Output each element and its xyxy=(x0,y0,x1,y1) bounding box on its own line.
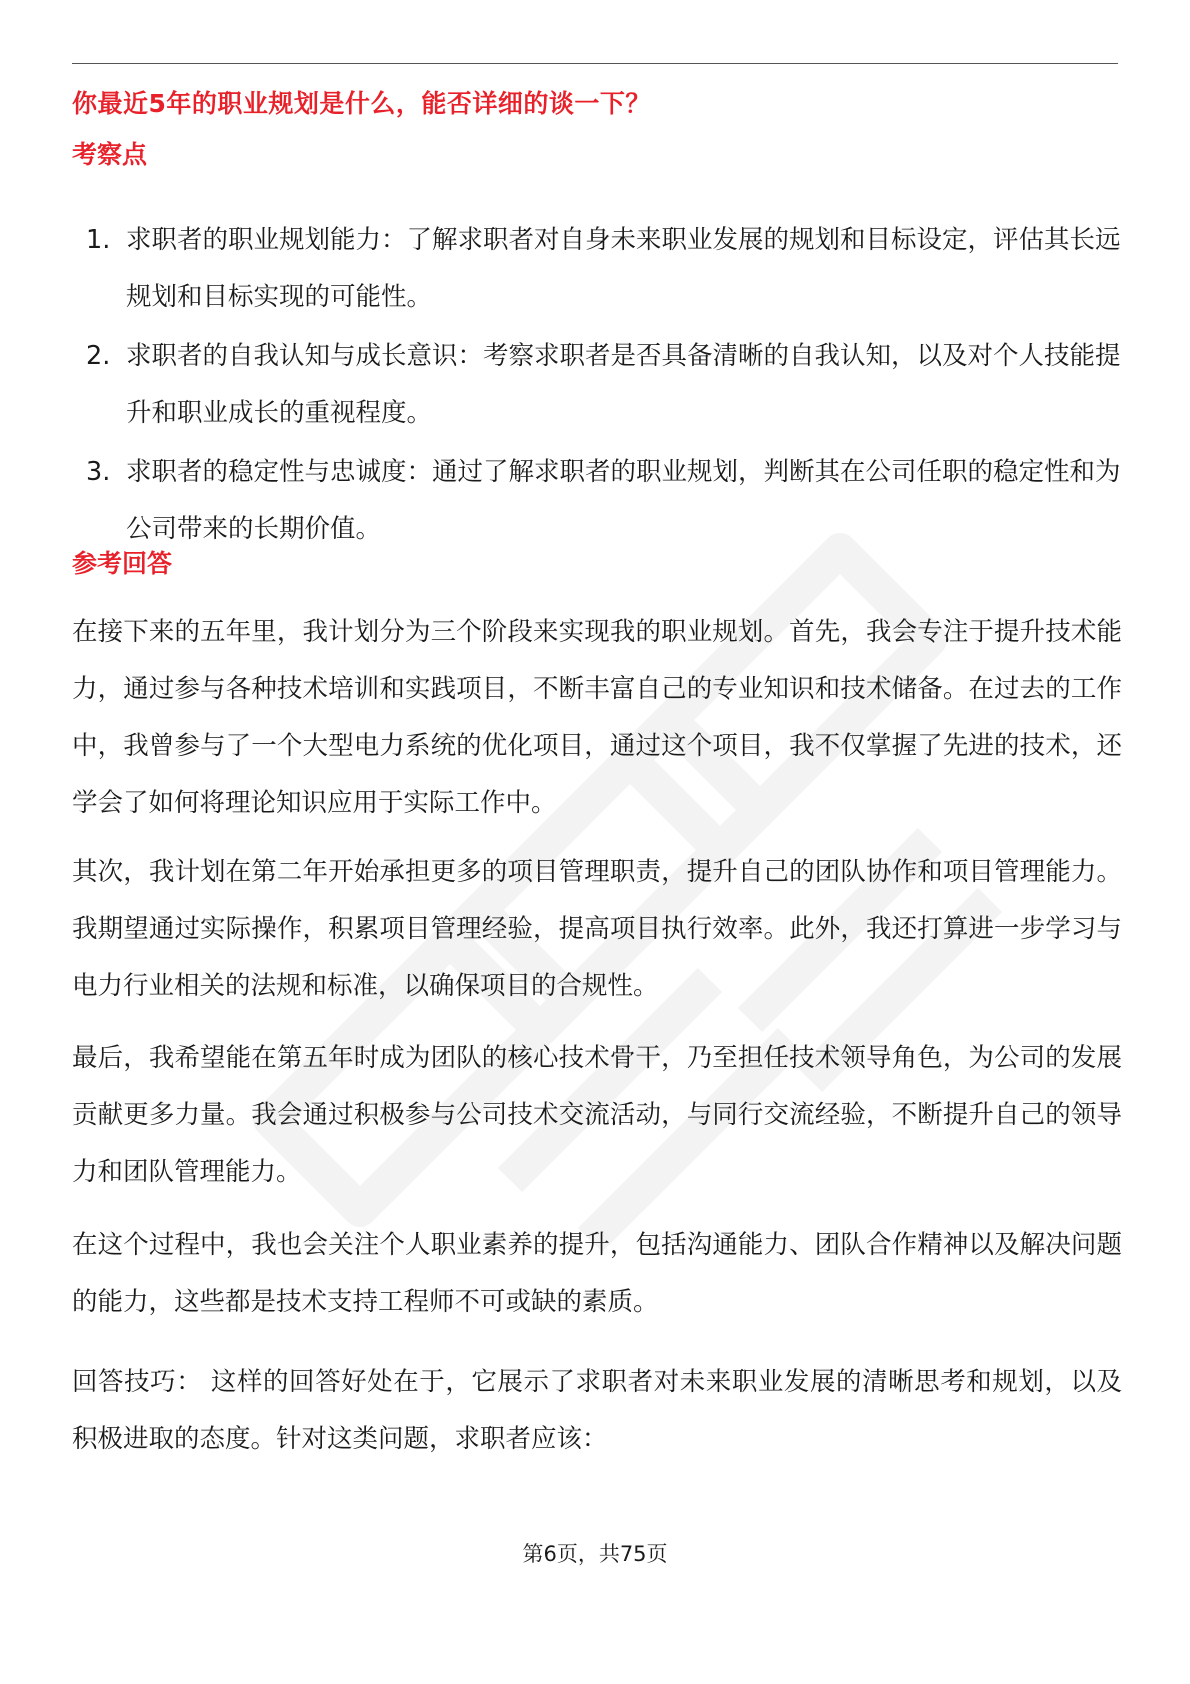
top-divider xyxy=(72,63,1118,64)
answer-paragraph: 在这个过程中，我也会关注个人职业素养的提升，包括沟通能力、团队合作精神以及解决问题的能力，这些都是技术支持工程师不可或缺的素质。 xyxy=(72,1230,1122,1317)
list-item xyxy=(72,444,1122,558)
list-number: 2. xyxy=(86,341,111,371)
list-item xyxy=(72,328,1122,442)
list-item-text: 求职者的稳定性与忠诚度：通过了解求职者的职业规划，判断其在公司任职的稳定性和为公司带来的长期价值。 xyxy=(126,457,1121,544)
list-number: 1. xyxy=(86,225,111,255)
question-heading: 你最近5年的职业规划是什么，能否详细的谈一下？ xyxy=(72,89,651,118)
answer-paragraph: 最后，我希望能在第五年时成为团队的核心技术骨干，乃至担任技术领导角色，为公司的发展贡献更多力量。我会通过积极参与公司技术交流活动，与同行交流经验，不断提升自己的领导力和团队管理能力。 xyxy=(72,1043,1122,1187)
page-footer: 第6页，共75页 xyxy=(522,1542,668,1566)
inspection-points-list xyxy=(72,212,1122,560)
list-number: 3. xyxy=(86,457,111,487)
answer-paragraph: 在接下来的五年里，我计划分为三个阶段来实现我的职业规划。首先，我会专注于提升技术能力，通过参与各种技术培训和实践项目，不断丰富自己的专业知识和技术储备。在过去的工作中，我曾参与了一个大型电力系统的优化项目，通过这个项目，我不仅掌握了先进的技术，还学会了如何将理论知识应用于实际工作中。 xyxy=(72,617,1122,818)
list-item xyxy=(72,212,1122,326)
list-item-text: 求职者的职业规划能力：了解求职者对自身未来职业发展的规划和目标设定，评估其长远规划和目标实现的可能性。 xyxy=(126,225,1121,312)
inspection-points-title: 考察点 xyxy=(72,140,148,169)
list-item-text: 求职者的自我认知与成长意识：考察求职者是否具备清晰的自我认知，以及对个人技能提升和职业成长的重视程度。 xyxy=(126,341,1121,428)
answer-tips-paragraph: 回答技巧： 这样的回答好处在于，它展示了求职者对未来职业发展的清晰思考和规划，以及积极进取的态度。针对这类问题，求职者应该： xyxy=(72,1367,1122,1454)
answer-paragraph: 其次，我计划在第二年开始承担更多的项目管理职责，提升自己的团队协作和项目管理能力。我期望通过实际操作，积累项目管理经验，提高项目执行效率。此外，我还打算进一步学习与电力行业相关的法规和标准，以确保项目的合规性。 xyxy=(72,857,1122,1001)
reference-answer-title: 参考回答 xyxy=(72,549,173,578)
